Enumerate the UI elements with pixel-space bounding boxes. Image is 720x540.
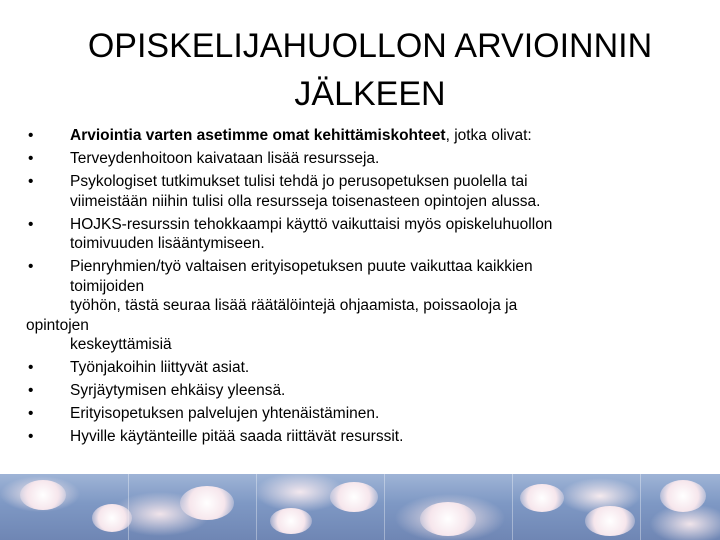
blossom-cluster [330,482,378,512]
bullet-3-text: Psykologiset tutkimukset tulisi tehdä jo perusopetuksen puolella tai [70,173,528,190]
bullet-item-7 [26,381,706,401]
bullet-5-text: Pienryhmien/työ valtaisen erityisopetuksen puute vaikuttaa kaikkien [70,258,533,275]
cherry-blossom-footer-image [0,474,720,540]
bullet-5-continuation-2: työhön, tästä seuraa lisää räätälöintejä ohjaamista, poissaoloja ja [70,297,518,314]
bullet-4-text: HOJKS-resurssin tehokkaampi käyttö vaikuttaisi myös opiskeluhuollon [70,215,553,233]
bullet-3-continuation: viimeistään niihin tulisi olla resursseja toisenasteen opintojen alussa. [70,192,541,210]
bullet-7-text: Syrjäytymisen ehkäisy yleensä. [70,382,286,399]
bullet-list [26,126,706,450]
footer-image-seam [640,474,641,540]
bullet-5-flush-line: opintojen [26,316,89,334]
bullet-item-5 [26,257,706,355]
bullet-8-text: Erityisopetuksen palvelujen yhtenäistäminen. [70,405,380,422]
blossom-cluster [660,480,706,512]
bullet-4-continuation: toimivuuden lisääntymiseen. [70,235,265,252]
bullet-dot: • [28,150,34,167]
bullet-2-text: Terveydenhoitoon kaivataan lisää resursseja. [70,150,380,167]
blossom-cluster [270,508,312,534]
blossom-cluster [585,506,635,536]
bullet-dot: • [28,258,34,275]
bullet-item-6 [26,358,706,378]
bullet-6-text: Työnjakoihin liittyvät asiat. [70,359,250,376]
footer-image-seam [256,474,257,540]
blossom-cluster [20,480,66,510]
blossom-cluster [92,504,132,532]
bullet-dot: • [28,127,34,144]
footer-image-seam [384,474,385,540]
bullet-dot: • [28,359,34,376]
blossom-cluster [420,502,476,536]
bullet-item-2 [26,149,706,169]
bullet-9-text: Hyville käytänteille pitää saada riittävät resurssit. [70,428,404,445]
bullet-item-8 [26,404,706,424]
bullet-dot: • [28,405,34,422]
bullet-dot: • [28,428,34,445]
bullet-dot: • [28,215,34,233]
bullet-1-bold-text: Arviointia varten asetimme omat kehittämiskohteet [70,127,446,144]
blossom-cluster [180,486,234,520]
blossom-cluster [520,484,564,512]
bullet-dot: • [28,382,34,399]
slide-title-line-1: OPISKELIJAHUOLLON ARVIOINNIN [87,27,653,65]
slide-title [0,22,720,118]
bullet-item-4 [26,215,706,254]
slide-title-line-2: JÄLKEEN [294,75,446,113]
footer-image-seam [128,474,129,540]
bullet-5-continuation-3: keskeyttämisiä [70,336,172,353]
bullet-item-9 [26,427,706,447]
bullet-item-3 [26,172,706,211]
bullet-item-1 [26,126,706,146]
bullet-5-continuation: toimijoiden [70,277,145,295]
bullet-dot: • [28,173,34,190]
bullet-1-text: , jotka olivat: [445,127,532,144]
footer-image-seam [512,474,513,540]
